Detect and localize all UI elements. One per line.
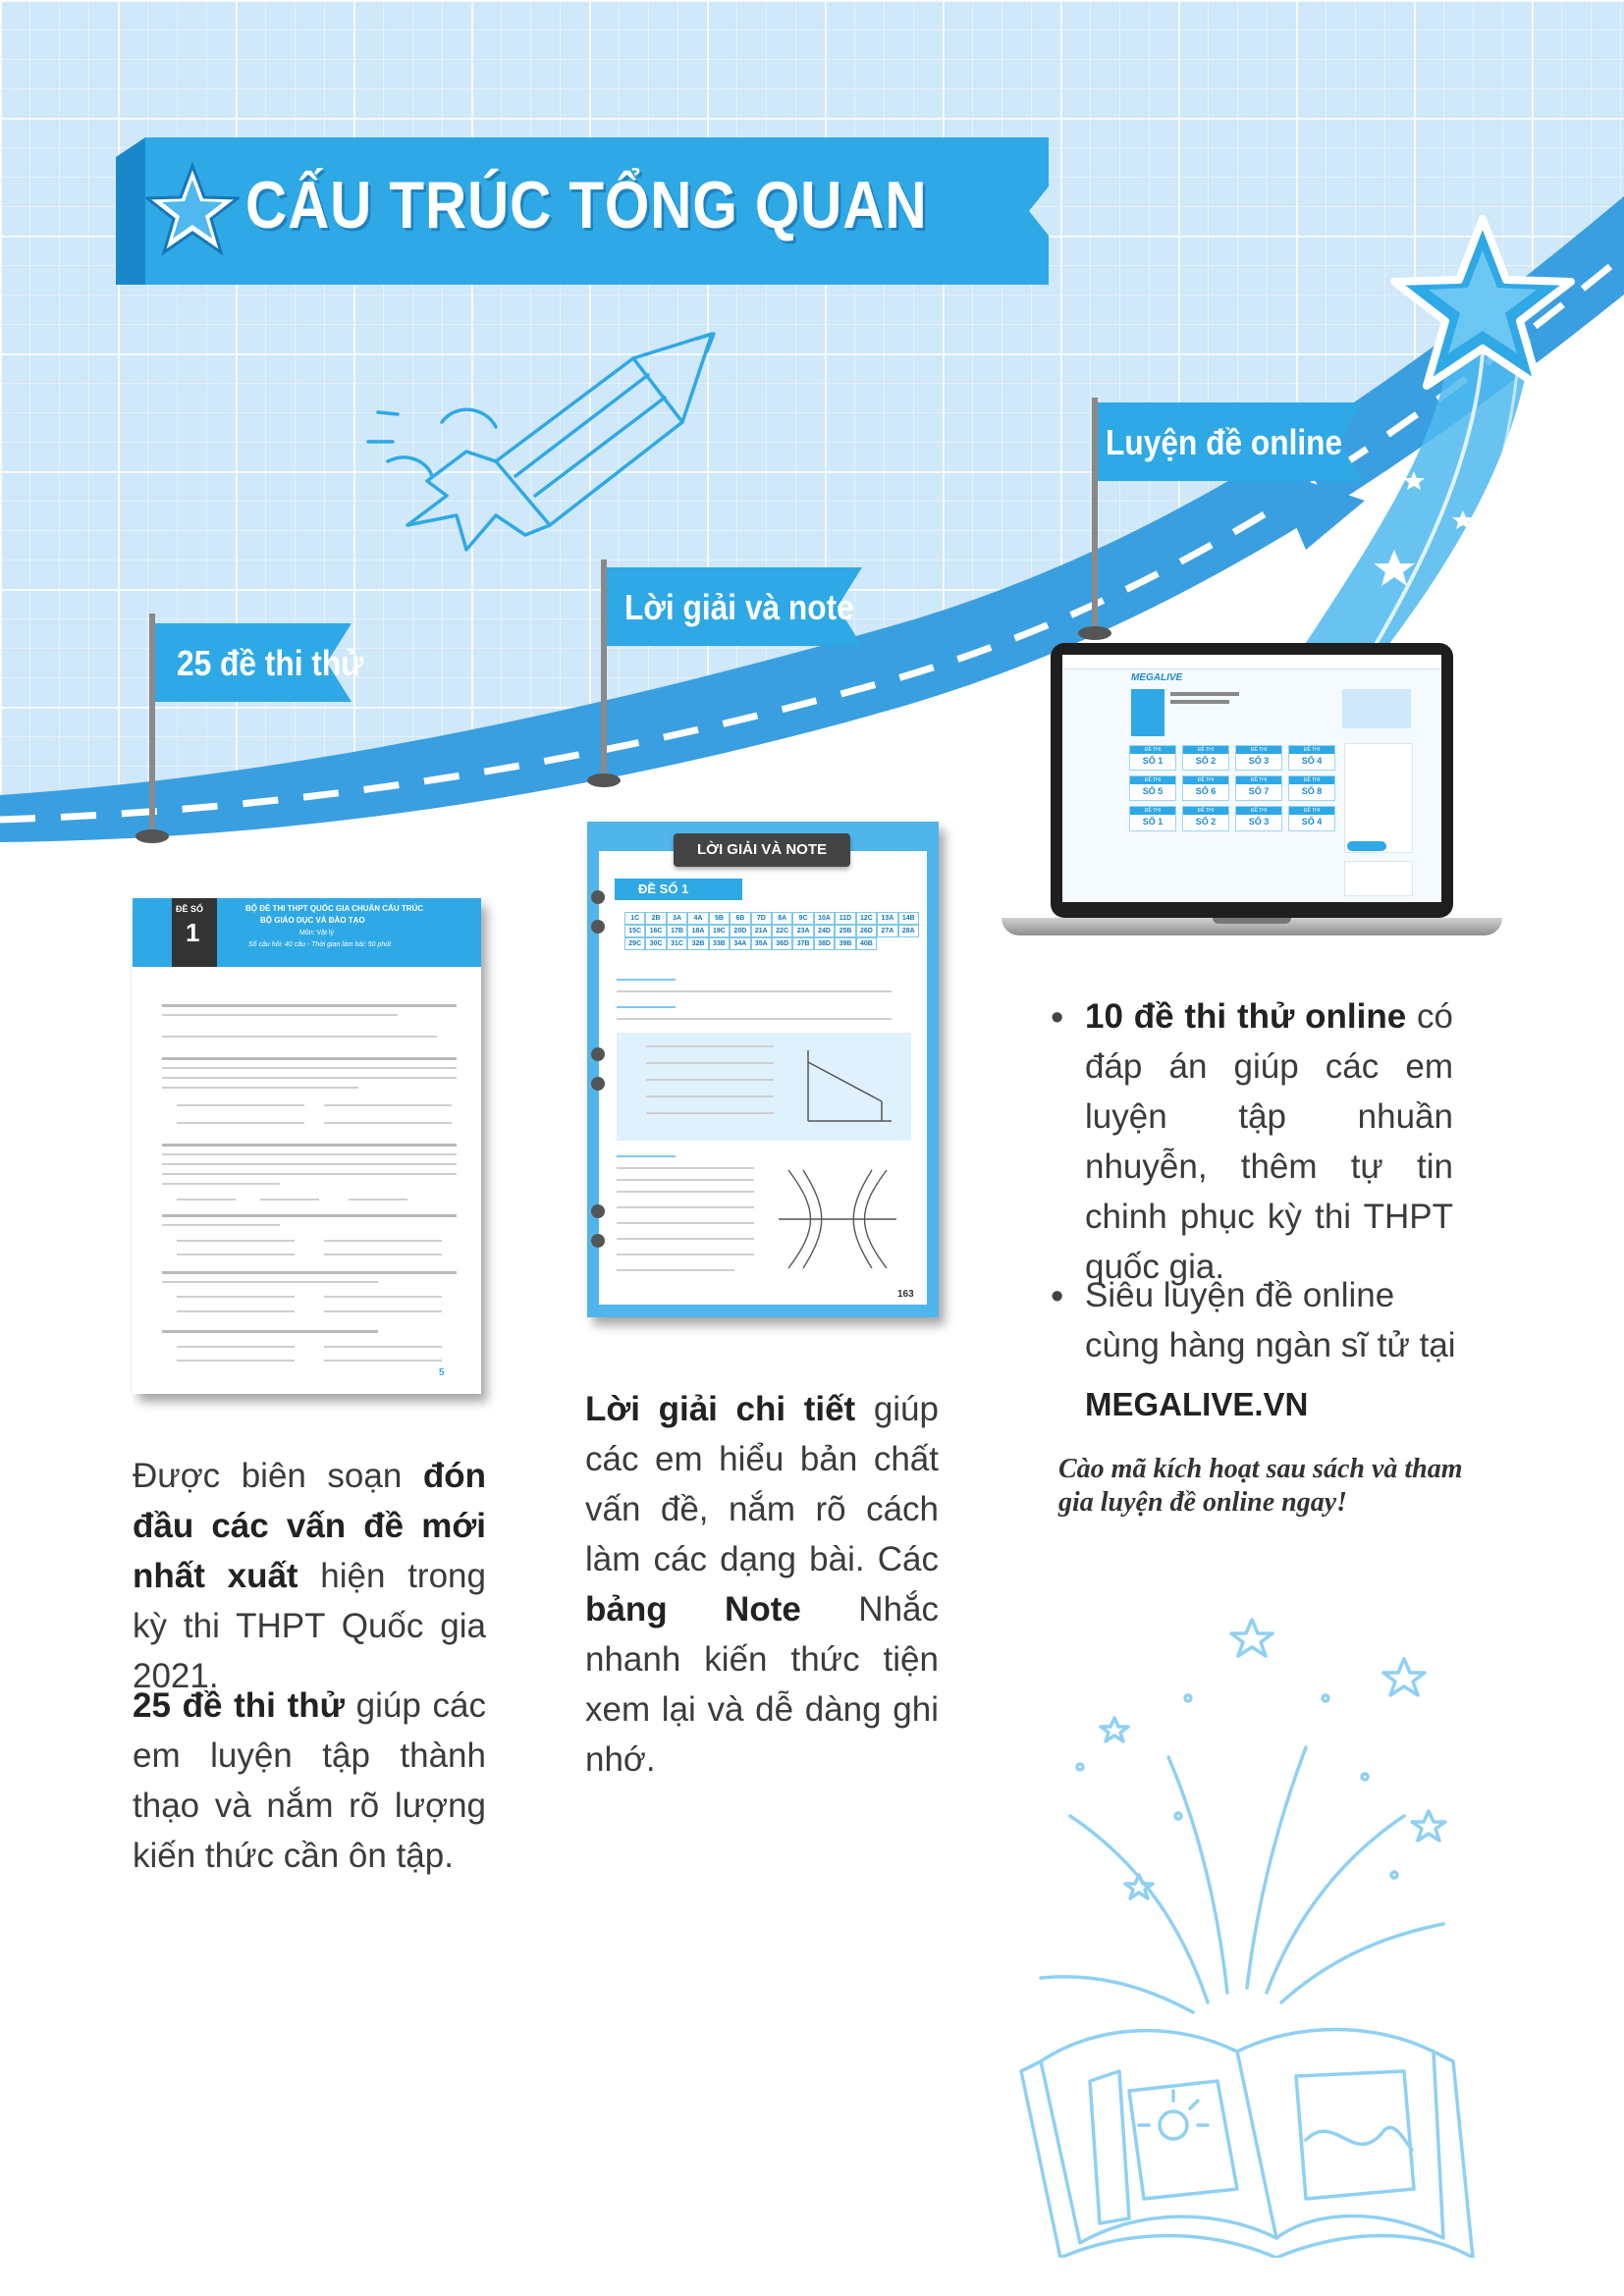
text-run: Nhắc nhanh kiến thức tiện xem lại và dễ dàng ghi nhớ. bbox=[585, 1590, 940, 1779]
flag-label-solutions: Lời giải và note bbox=[624, 587, 854, 627]
exam-tile-label: ĐỀ THI bbox=[1236, 746, 1281, 754]
exam-badge-label: ĐỀ SỐ bbox=[176, 904, 204, 914]
bullet-dot: • bbox=[1051, 997, 1064, 1039]
column-2-paragraph bbox=[585, 1384, 939, 1785]
answer-cell: 22C bbox=[772, 925, 792, 937]
answer-cell: 34A bbox=[730, 937, 750, 950]
answer-cell: 16C bbox=[645, 925, 666, 937]
exam-tile[interactable] bbox=[1182, 775, 1229, 801]
exam-tile-number: SỐ 2 bbox=[1195, 817, 1217, 827]
answer-cell: 28A bbox=[898, 925, 919, 937]
answer-cell: 9C bbox=[792, 912, 813, 925]
laptop-screen bbox=[1062, 655, 1441, 902]
exam-tile-number: SỐ 5 bbox=[1142, 786, 1164, 796]
column-3-bullet-2: Siêu luyện đề online cùng hàng ngàn sĩ tử tại bbox=[1085, 1276, 1456, 1364]
exam-tile-label: ĐỀ THI bbox=[1289, 807, 1334, 815]
answer-cell: 25B bbox=[835, 925, 855, 937]
exam-tile-number: SỐ 4 bbox=[1301, 817, 1323, 827]
answer-cell: 11D bbox=[835, 912, 855, 925]
column-3-bullet-1 bbox=[1085, 991, 1453, 1292]
text-run: hiện trong kỳ thi THPT Quốc gia 2021. bbox=[133, 1557, 486, 1695]
answer-cell: 17B bbox=[667, 925, 687, 937]
exam-tile-label: ĐỀ THI bbox=[1183, 746, 1228, 754]
flag-label-exams: 25 đề thi thử bbox=[177, 643, 364, 683]
exam-tile[interactable] bbox=[1235, 806, 1282, 831]
answer-cell: 39B bbox=[835, 937, 855, 950]
exam-tile-label: ĐỀ THI bbox=[1183, 807, 1228, 815]
answer-cell: 3A bbox=[667, 912, 687, 925]
pencil-rocket-icon bbox=[349, 314, 761, 569]
exam-tile-number: SỐ 7 bbox=[1248, 786, 1270, 796]
exam-tile-label: ĐỀ THI bbox=[1236, 776, 1281, 784]
answer-cell: 29C bbox=[624, 937, 645, 950]
answer-cell: 5B bbox=[709, 912, 730, 925]
answer-cell: 21A bbox=[751, 925, 772, 937]
answer-cell: 27A bbox=[877, 925, 897, 937]
site-logo: MEGALIVE bbox=[1131, 672, 1183, 683]
exam-tile[interactable] bbox=[1129, 775, 1176, 801]
exam-tile-label: ĐỀ THI bbox=[1289, 746, 1334, 754]
exam-tile[interactable] bbox=[1288, 775, 1335, 801]
banner-star-icon bbox=[145, 162, 240, 256]
flag-base bbox=[1078, 626, 1111, 640]
exam-tile-label: ĐỀ THI bbox=[1130, 746, 1175, 754]
exam-tile[interactable] bbox=[1235, 745, 1282, 771]
thumb-page-number: 5 bbox=[439, 1367, 445, 1378]
answer-cell: 36D bbox=[772, 937, 792, 950]
exam-badge-number: 1 bbox=[186, 918, 200, 947]
exam-tile[interactable] bbox=[1182, 806, 1229, 831]
answer-grid bbox=[624, 912, 919, 950]
column-1-paragraph-1 bbox=[133, 1451, 486, 1701]
open-book-icon bbox=[982, 1590, 1492, 2258]
exam-tile[interactable] bbox=[1182, 745, 1229, 771]
exam-tile-grid bbox=[1129, 745, 1335, 831]
exam-tile-number: SỐ 1 bbox=[1142, 756, 1164, 766]
answer-cell: 24D bbox=[814, 925, 835, 937]
flag-label-online: Luyện đề online bbox=[1106, 422, 1343, 462]
thumb-header-line: BỘ GIÁO DỤC VÀ ĐÀO TẠO bbox=[260, 916, 365, 925]
answer-cell: 6B bbox=[730, 912, 750, 925]
text-bold: Lời giải chi tiết bbox=[585, 1390, 856, 1428]
answer-cell: 15C bbox=[624, 925, 645, 937]
thumb-header-line: Số câu hỏi: 40 câu - Thời gian làm bài: 50 phút bbox=[248, 941, 392, 948]
exam-tile-number: SỐ 6 bbox=[1195, 786, 1217, 796]
answer-cell: 23A bbox=[792, 925, 813, 937]
flag-base bbox=[135, 829, 169, 843]
thumb-header-line: BỘ ĐỀ THI THPT QUỐC GIA CHUẨN CẤU TRÚC bbox=[245, 904, 424, 913]
answer-cell: 35A bbox=[751, 937, 772, 950]
site-name: MEGALIVE.VN bbox=[1085, 1386, 1309, 1422]
vector-diagram bbox=[793, 1042, 901, 1131]
exam-tile[interactable] bbox=[1129, 806, 1176, 831]
exam-tile-number: SỐ 4 bbox=[1301, 756, 1323, 766]
answer-cell: 37B bbox=[792, 937, 813, 950]
text-run: Được biên soạn bbox=[133, 1457, 423, 1495]
text-run: giúp các em luyện tập thành thạo và nắm rõ lượng kiến thức cần ôn tập. bbox=[133, 1686, 486, 1875]
text-bold: đón đầu các vấn đề mới nhất xuất bbox=[133, 1457, 486, 1595]
answer-cell: 2B bbox=[645, 912, 666, 925]
answer-cell: 19C bbox=[709, 925, 730, 937]
exam-tile-label: ĐỀ THI bbox=[1289, 776, 1334, 784]
exam-tile[interactable] bbox=[1129, 745, 1176, 771]
exam-tile-number: SỐ 8 bbox=[1301, 786, 1323, 796]
answer-cell: 40B bbox=[856, 937, 877, 950]
answer-cell: 20D bbox=[730, 925, 750, 937]
solution-tab-label: LỜI GIẢI VÀ NOTE bbox=[697, 841, 827, 858]
answer-cell: 10A bbox=[814, 912, 835, 925]
answer-cell: 32B bbox=[687, 937, 708, 950]
answer-cell: 14B bbox=[898, 912, 919, 925]
exam-tile-number: SỐ 2 bbox=[1195, 756, 1217, 766]
activation-note: Cào mã kích hoạt sau sách và tham gia luyện đề online ngay! bbox=[1058, 1454, 1463, 1518]
text-bold: bảng Note bbox=[585, 1590, 801, 1629]
answer-cell: 38D bbox=[814, 937, 835, 950]
flag-base bbox=[587, 774, 621, 787]
answer-cell: 7D bbox=[751, 912, 772, 925]
answer-cell: 12C bbox=[856, 912, 877, 925]
solution-page-number: 163 bbox=[897, 1289, 914, 1300]
answer-cell: 18A bbox=[687, 925, 708, 937]
answer-cell: 1C bbox=[624, 912, 645, 925]
exam-tile-number: SỐ 1 bbox=[1142, 817, 1164, 827]
exam-tile-number: SỐ 3 bbox=[1248, 817, 1270, 827]
exam-tile[interactable] bbox=[1288, 745, 1335, 771]
page-title: CẤU TRÚC TỔNG QUAN bbox=[245, 168, 928, 242]
answer-cell: 13A bbox=[877, 912, 897, 925]
answer-cell: 4A bbox=[687, 912, 708, 925]
exam-page-thumbnail bbox=[133, 898, 481, 1394]
text-bold: 25 đề thi thử bbox=[133, 1686, 345, 1725]
exam-tile-label: ĐỀ THI bbox=[1130, 776, 1175, 784]
section-label: ĐỀ SỐ 1 bbox=[638, 881, 689, 896]
thumb-header-line: Môn: Vật lý bbox=[299, 930, 335, 936]
wave-diagram bbox=[769, 1160, 906, 1278]
answer-cell: 31C bbox=[667, 937, 687, 950]
text-bold: 10 đề thi thử online bbox=[1085, 997, 1407, 1036]
exam-tile-label: ĐỀ THI bbox=[1130, 807, 1175, 815]
exam-tile[interactable] bbox=[1235, 775, 1282, 801]
exam-tile[interactable] bbox=[1288, 806, 1335, 831]
answer-cell: 8A bbox=[772, 912, 792, 925]
text-run: giúp các em hiểu bản chất vấn đề, nắm rõ cách làm các dạng bài. Các bbox=[585, 1390, 939, 1578]
answer-cell: 26D bbox=[856, 925, 877, 937]
exam-tile-label: ĐỀ THI bbox=[1183, 776, 1228, 784]
answer-cell: 33B bbox=[709, 937, 730, 950]
column-1-paragraph-2 bbox=[133, 1681, 486, 1881]
exam-tile-label: ĐỀ THI bbox=[1236, 807, 1281, 815]
text-run: có đáp án giúp các em luyện tập nhuần nhuyễn, thêm tự tin chinh phục kỳ thi THPT quốc gia. bbox=[1085, 997, 1453, 1286]
exam-tile-number: SỐ 3 bbox=[1248, 756, 1270, 766]
star-icon bbox=[1384, 211, 1581, 398]
answer-cell: 30C bbox=[645, 937, 666, 950]
bullet-dot: • bbox=[1051, 1276, 1064, 1317]
solution-page-thumbnail bbox=[587, 822, 939, 1317]
